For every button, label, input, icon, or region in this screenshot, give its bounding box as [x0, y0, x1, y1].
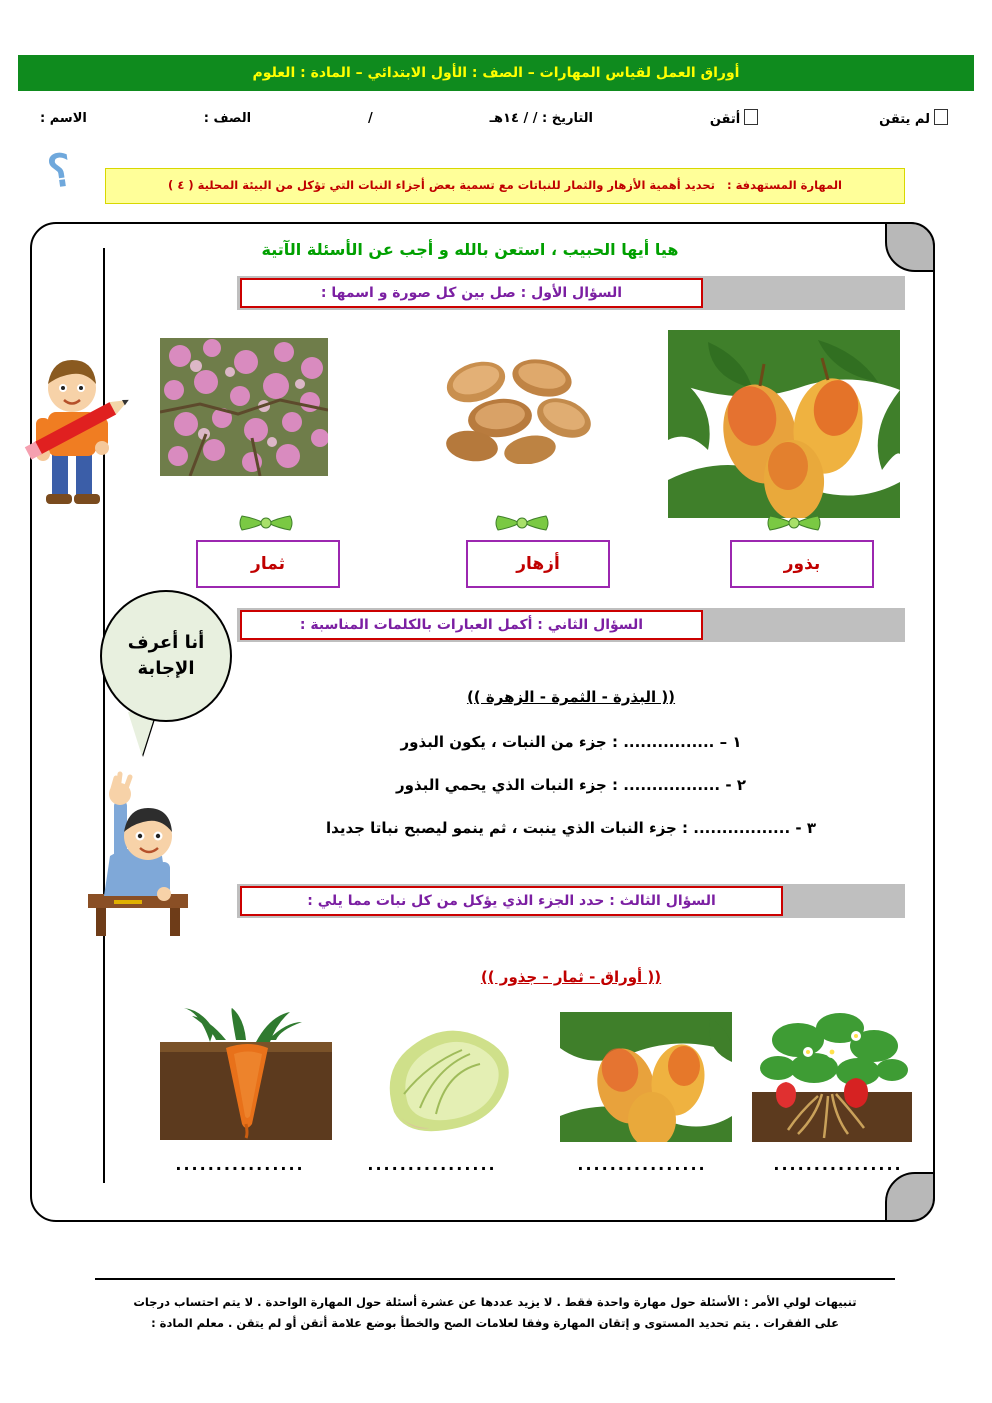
footer-note-line-2: على الفقرات . يتم تحديد المستوى و إتقان المهارة وفقا لعلامات الصح والخطأ بوضع علامة أتقن أو لم يتقن . معلم المادة : [151, 1316, 839, 1331]
answer-box-azhar[interactable] [466, 540, 610, 588]
speech-bubble-line-1: أنا أعرف [127, 631, 205, 653]
target-skill-label: المهارة المستهدفة : [726, 178, 842, 193]
name-field-label: الاسم : [40, 110, 87, 126]
lettuce-photo-graphic [360, 1016, 532, 1140]
question-mark-icon: ؟ [44, 144, 75, 199]
seeds-photo [430, 352, 612, 464]
not-mastered-label: لم يتقن [879, 112, 930, 127]
page-title: أوراق العمل لقياس المهارات – الصف : الأول الابتدائي – المادة : العلوم [252, 65, 740, 81]
answer-box-buzoor-label: بذور [783, 554, 821, 574]
strawberry-photo [752, 1006, 912, 1142]
q3-answer-blank-3[interactable]: ................ [577, 1155, 707, 1174]
mastered-checkbox-group[interactable] [710, 109, 762, 127]
question-2-item-2: ٢ - ................. : جزء النبات الذي يحمي البذور [396, 776, 746, 794]
answer-box-buzoor[interactable] [730, 540, 874, 588]
seeds-photo-graphic [430, 352, 612, 464]
blossom-photo [160, 338, 328, 476]
greeting-banner [40, 232, 900, 266]
question-2-item-1: ١ – ................ : جزء من النبات ، يكون البذور [400, 733, 742, 751]
class-field-label: الصف : [203, 110, 252, 126]
question-2-word-bank: (( البذرة - الثمرة - الزهرة )) [466, 688, 676, 706]
answer-box-thimar-label: ثمار [251, 554, 285, 574]
bow-icon [494, 512, 550, 534]
speech-bubble-line-2: الإجابة [137, 658, 195, 679]
mastered-label: أتقن [709, 112, 741, 127]
not-mastered-checkbox-group[interactable] [879, 109, 952, 127]
speech-bubble [100, 590, 232, 722]
footer-divider [95, 1278, 895, 1280]
greeting-text: هيا أيها الحبيب ، استعن بالله و أجب عن الأسئلة الآتية [261, 239, 679, 259]
student-info-row [40, 104, 952, 132]
mango-photo-graphic [668, 330, 900, 518]
q3-answer-blank-4[interactable]: ................ [773, 1155, 903, 1174]
target-skill-box [105, 168, 905, 204]
strawberry-photo-graphic [752, 1006, 912, 1142]
bow-icon [238, 512, 294, 534]
date-field-label: التاريخ : / / ١٤هـ [489, 110, 593, 126]
question-3-title: السؤال الثالث : حدد الجزء الذي يؤكل من كل نبات مما يلي : [307, 893, 716, 909]
mango-photo-2-graphic [560, 1012, 732, 1142]
mastered-checkbox[interactable] [744, 109, 758, 125]
boy-raising-hand-clipart [70, 766, 202, 936]
bow-icon [766, 512, 822, 534]
boy-with-pencil-clipart [18, 348, 136, 508]
footer-notes [95, 1292, 895, 1335]
answer-box-azhar-label: أزهار [516, 554, 560, 574]
page-header-band [18, 55, 974, 91]
target-skill-text: تحديد أهمية الأزهار والثمار للنباتات مع تسمية بعض أجزاء النبات التي تؤكل من البيئة المحلية ( ٤ ) [168, 178, 715, 193]
carrot-photo-graphic [160, 1008, 332, 1140]
q3-answer-blank-2[interactable]: ................ [367, 1155, 497, 1174]
question-1-header [237, 276, 905, 310]
question-3-header [237, 884, 905, 918]
carrot-photo [160, 1008, 332, 1140]
question-1-title: السؤال الأول : صل بين كل صورة و اسمها : [320, 285, 623, 301]
not-mastered-checkbox[interactable] [934, 109, 948, 125]
class-field-value: / [367, 110, 373, 126]
mango-photo [668, 330, 900, 518]
blossom-photo-graphic [160, 338, 328, 476]
lettuce-photo [360, 1016, 532, 1140]
mango-photo-2 [560, 1012, 732, 1142]
q3-answer-blank-1[interactable]: ................ [175, 1155, 305, 1174]
answer-box-thimar[interactable] [196, 540, 340, 588]
footer-note-line-1: تنبيهات لولي الأمر : الأسئلة حول مهارة واحدة فقط . لا يزيد عددها عن عشرة أسئلة حول المهارة الواحدة . لا يتم احتساب درجات [133, 1295, 857, 1309]
question-2-header [237, 608, 905, 642]
corner-fold-bottom-icon [885, 1172, 935, 1222]
question-3-word-bank: (( أوراق - ثمار - جذور )) [480, 968, 662, 986]
question-2-title: السؤال الثاني : أكمل العبارات بالكلمات المناسبة : [299, 617, 644, 633]
question-2-item-3: ٣ - ................. : جزء النبات الذي ينبت ، ثم ينمو ليصبح نباتا جديدا [326, 819, 816, 837]
